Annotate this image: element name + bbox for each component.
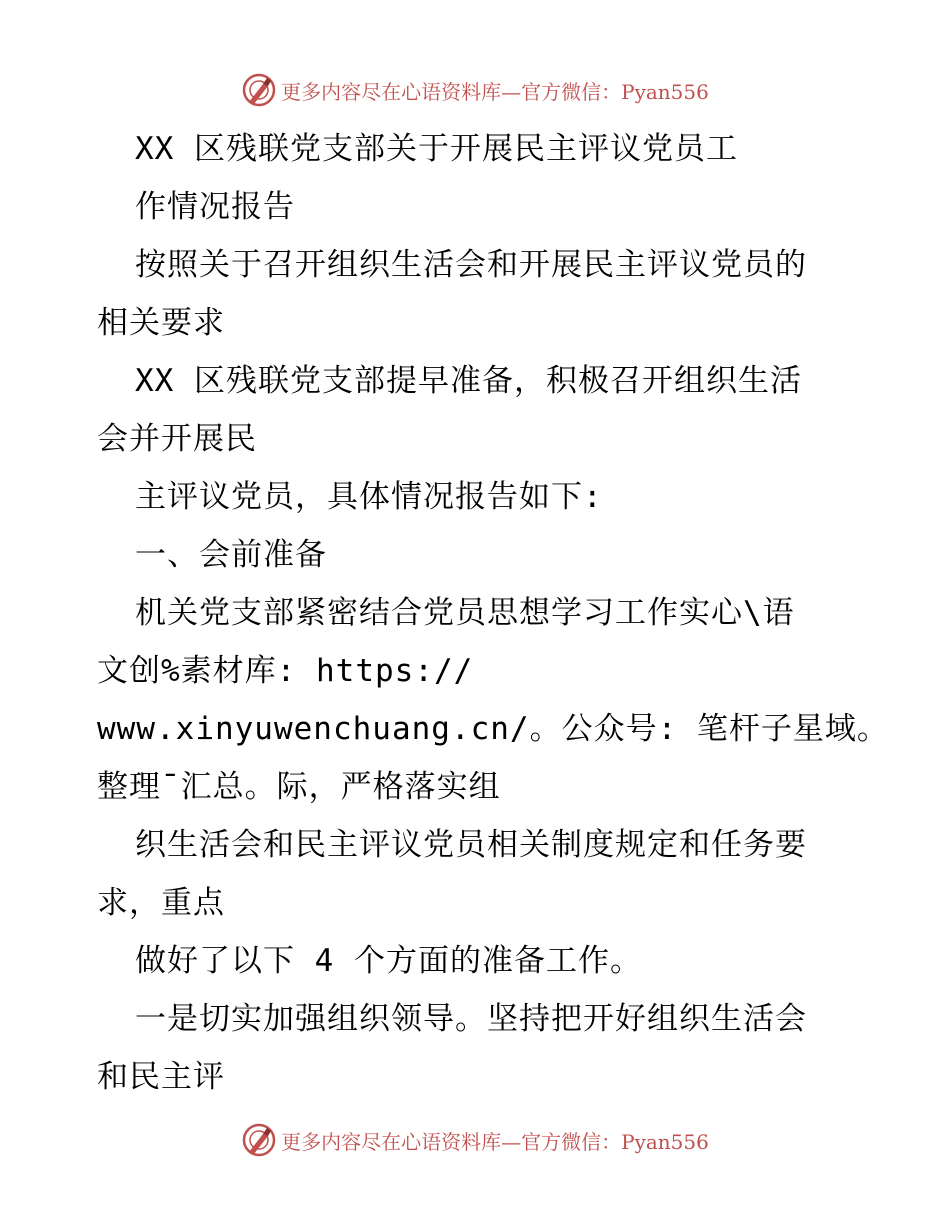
- pen-circle-logo-icon: [241, 1122, 277, 1158]
- document-line: XX 区残联党支部关于开展民主评议党员工: [135, 131, 738, 167]
- header-watermark: [241, 72, 709, 108]
- document-line: 相关要求: [97, 305, 225, 341]
- footer-watermark-text: 更多内容尽在心语资料库—官方微信：Pyan556: [281, 1129, 709, 1154]
- header-watermark-text: 更多内容尽在心语资料库—官方微信：Pyan556: [281, 79, 709, 104]
- document-line: 机关党支部紧密结合党员思想学习工作实心\语: [135, 595, 795, 631]
- document-line: 一是切实加强组织领导。坚持把开好组织生活会: [135, 1001, 807, 1037]
- document-line: XX 区残联党支部提早准备，积极召开组织生活: [135, 363, 802, 399]
- document-line: 主评议党员，具体情况报告如下:: [135, 479, 603, 515]
- document-line: 会并开展民: [97, 421, 257, 457]
- document-line: 整理¯汇总。际，严格落实组: [97, 769, 501, 805]
- document-line: 求，重点: [97, 885, 225, 921]
- footer-watermark-banner: [0, 1120, 950, 1160]
- document-line: 一、会前准备: [135, 537, 327, 573]
- document-line: 和民主评: [97, 1059, 225, 1095]
- document-line: 按照关于召开组织生活会和开展民主评议党员的: [135, 247, 807, 283]
- footer-watermark: [241, 1122, 709, 1158]
- document-line: 文创%素材库: https://: [97, 653, 474, 689]
- document-line: 作情况报告: [135, 189, 295, 225]
- header-watermark-banner: [0, 70, 950, 110]
- document-line: 做好了以下 4 个方面的准备工作。: [135, 943, 642, 979]
- pen-circle-logo-icon: [241, 72, 277, 108]
- document-line: 织生活会和民主评议党员相关制度规定和任务要: [135, 827, 807, 863]
- document-line: www.xinyuwenchuang.cn/。公众号: 笔杆子星域。: [97, 711, 889, 747]
- document-body: [97, 120, 889, 1106]
